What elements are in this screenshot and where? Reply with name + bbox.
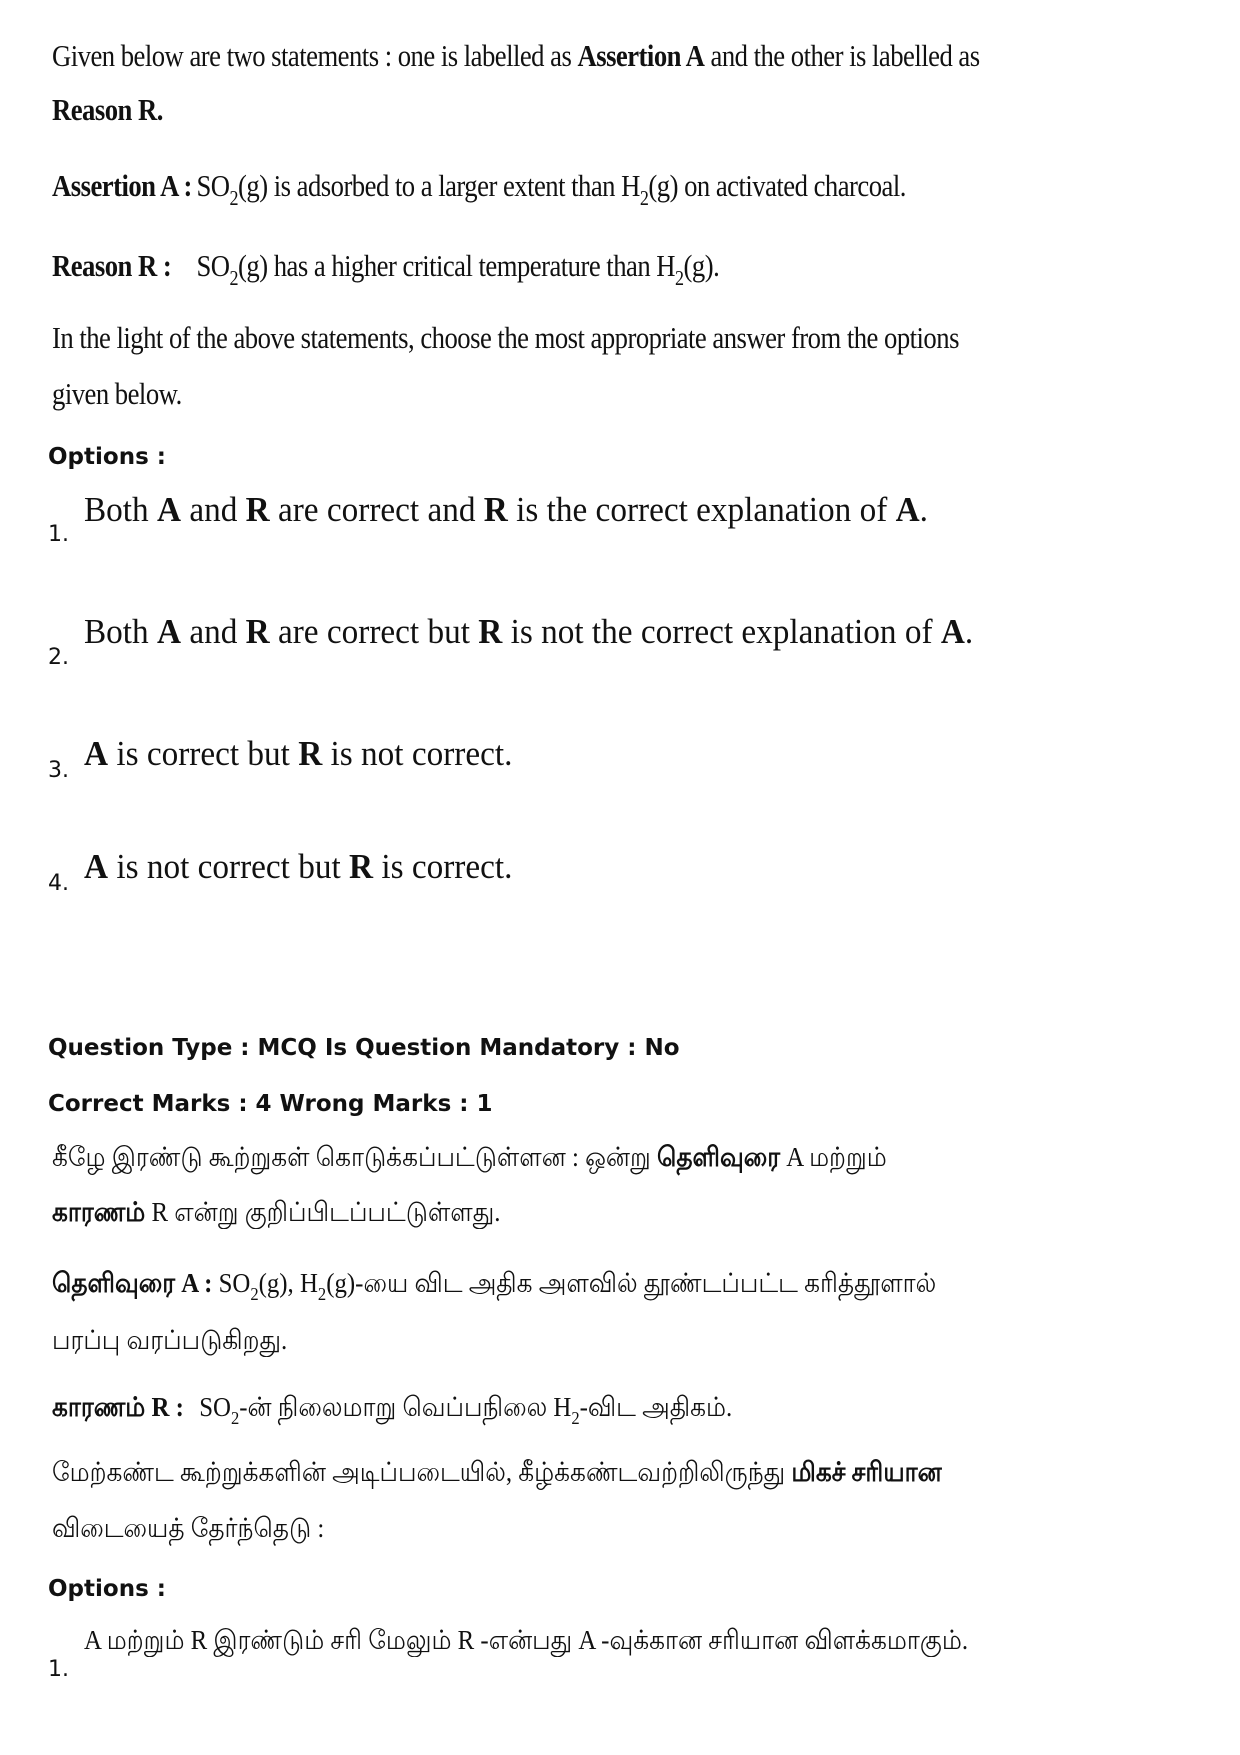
option-3-number: 3. <box>48 758 69 783</box>
option-1-text[interactable]: Both A and R are correct and R is the correct explanation of A. <box>84 490 928 529</box>
option-2-text[interactable]: Both A and R are correct but R is not the correct explanation of A. <box>84 612 974 651</box>
assertion-text: $SO_2(g)$ is adsorbed to a larger extent than $H_2(g)$ on activated charcoal. <box>196 168 906 210</box>
intro-bold-reason: Reason R. <box>52 92 163 127</box>
tamil-instruction-line-2: விடையைத் தேர்ந்தெடு : <box>52 1513 325 1543</box>
instruction-line-2: given below. <box>52 376 182 411</box>
tamil-assertion-label: தெளிவுரை A : <box>52 1268 213 1298</box>
tamil-reason-line: காரணம் R : $SO_2-ன்$ நிலைமாறு வெப்பநிலை $H_2-விட$ அதிகம். <box>52 1392 733 1428</box>
marks-line: Correct Marks : 4 Wrong Marks : 1 <box>48 1091 493 1117</box>
intro-line-1 <box>52 38 980 74</box>
option-1-number: 1. <box>48 522 69 547</box>
tamil-instruction-line-1: மேற்கண்ட கூற்றுக்களின் அடிப்படையில், கீழ்க்கண்டவற்றிலிருந்து மிகச் சரியான <box>52 1457 942 1487</box>
option-2-number: 2. <box>48 645 69 670</box>
tamil-option-1-number: 1. <box>48 1657 69 1682</box>
tamil-intro-line-2: காரணம் R என்று குறிப்பிடப்பட்டுள்ளது. <box>52 1197 501 1227</box>
tamil-reason-label: காரணம் R : <box>52 1392 184 1422</box>
reason-row <box>52 248 720 290</box>
assertion-row <box>52 168 906 210</box>
tamil-assertion-line-2: பரப்பு வரப்படுகிறது. <box>52 1325 288 1355</box>
intro-text: Given below are two statements : one is labelled as <box>52 38 578 73</box>
option-3-text[interactable]: A is correct but R is not correct. <box>84 734 513 773</box>
tamil-option-1-text[interactable]: A மற்றும் R இரண்டும் சரி மேலும் R -என்பது A -வுக்கான சரியான விளக்கமாகும். <box>84 1625 969 1655</box>
tamil-intro-line-1: கீழே இரண்டு கூற்றுகள் கொடுக்கப்பட்டுள்ளன : ஒன்று தெளிவுரை A மற்றும் <box>52 1142 887 1172</box>
question-type-line: Question Type : MCQ Is Question Mandatory : No <box>48 1035 680 1061</box>
intro-text-post: and the other is labelled as <box>704 38 980 73</box>
tamil-assertion-line-1: தெளிவுரை A : $SO_2(g)$, $H_2(g)-யை$ விட அதிக அளவில் தூண்டப்பட்ட கரித்தூளால் <box>52 1268 937 1304</box>
options-label: Options : <box>48 444 166 470</box>
instruction-line-1: In the light of the above statements, choose the most appropriate answer from the options <box>52 320 959 355</box>
intro-line-2 <box>52 92 163 128</box>
reason-text: $SO_2(g)$ has a higher critical temperature than $H_2(g)$. <box>196 248 720 290</box>
assertion-label: Assertion A : <box>52 168 192 203</box>
option-4-number: 4. <box>48 871 69 896</box>
option-4-text[interactable]: A is not correct but R is correct. <box>84 847 513 886</box>
reason-label: Reason R : <box>52 248 172 283</box>
tamil-options-label: Options : <box>48 1576 166 1602</box>
intro-bold-assertion: Assertion A <box>577 38 705 73</box>
